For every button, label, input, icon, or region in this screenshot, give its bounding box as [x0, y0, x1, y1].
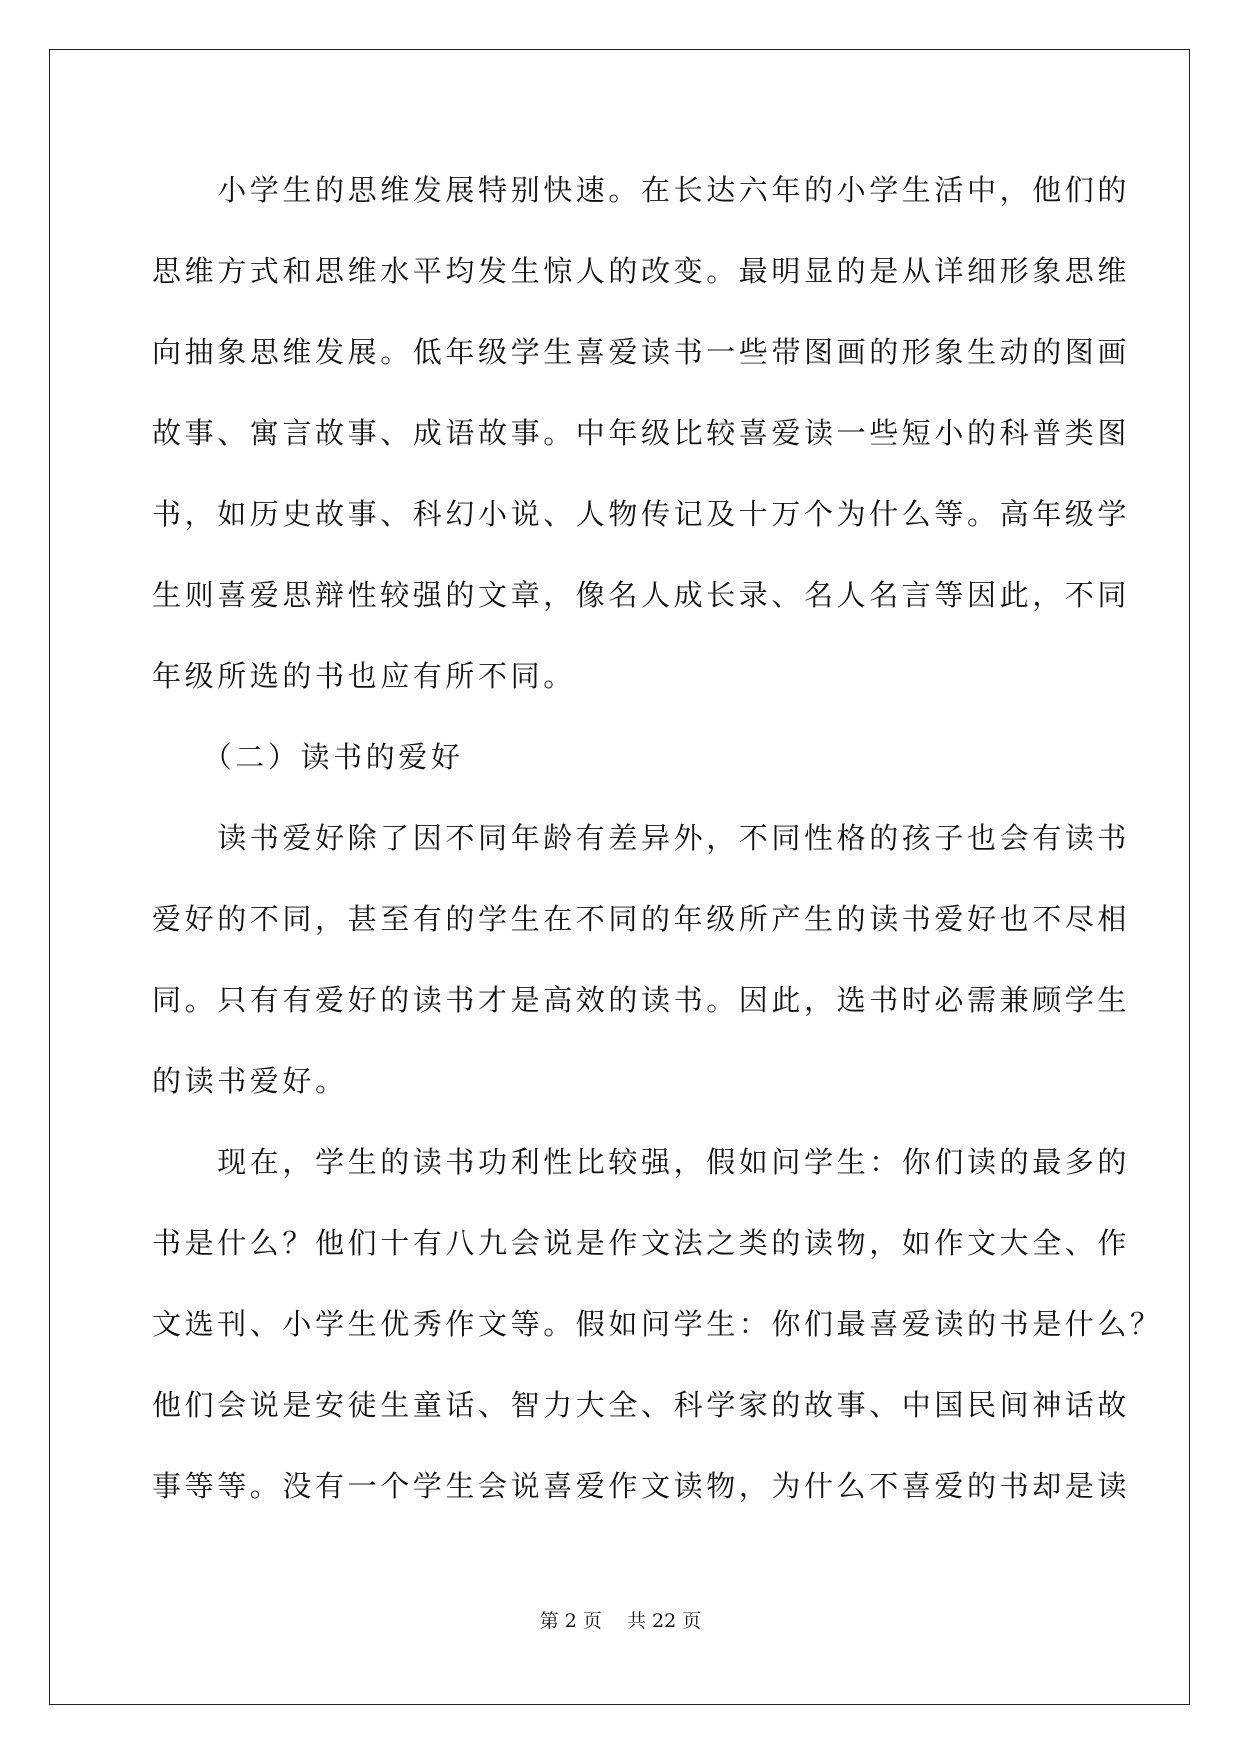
text-line: 书，如历史故事、科幻小说、人物传记及十万个为什么等。高年级学 — [152, 497, 1131, 531]
text-line: 小学生的思维发展特别快速。在长达六年的小学生活中，他们的 — [152, 173, 1131, 207]
text-line: 的读书爱好。 — [152, 1064, 348, 1098]
text-line: 书是什么？他们十有八九会说是作文法之类的读物，如作文大全、作 — [152, 1226, 1131, 1260]
text-line: 读书爱好除了因不同年龄有差异外，不同性格的孩子也会有读书 — [152, 821, 1131, 855]
text-line: 生则喜爱思辩性较强的文章，像名人成长录、名人名言等因此，不同 — [152, 578, 1131, 612]
page-border — [49, 49, 1190, 1705]
page-number-footer: 第 2 页 共 22 页 — [539, 1610, 702, 1632]
text-line: 爱好的不同，甚至有的学生在不同的年级所产生的读书爱好也不尽相 — [152, 902, 1131, 936]
section-heading: （二）读书的爱好 — [152, 740, 464, 774]
text-line: 故事、寓言故事、成语故事。中年级比较喜爱读一些短小的科普类图 — [152, 416, 1131, 450]
text-line: 事等等。没有一个学生会说喜爱作文读物，为什么不喜爱的书却是读 — [152, 1469, 1131, 1503]
text-line: 思维方式和思维水平均发生惊人的改变。最明显的是从详细形象思维 — [152, 254, 1131, 288]
text-line: 文选刊、小学生优秀作文等。假如问学生：你们最喜爱读的书是什么？ — [152, 1307, 1163, 1341]
text-line: 他们会说是安徒生童话、智力大全、科学家的故事、中国民间神话故 — [152, 1388, 1131, 1422]
text-line: 同。只有有爱好的读书才是高效的读书。因此，选书时必需兼顾学生 — [152, 983, 1131, 1017]
text-line: 年级所选的书也应有所不同。 — [152, 659, 576, 693]
text-line: 向抽象思维发展。低年级学生喜爱读书一些带图画的形象生动的图画 — [152, 335, 1131, 369]
text-line: 现在，学生的读书功利性比较强，假如问学生：你们读的最多的 — [152, 1145, 1131, 1179]
